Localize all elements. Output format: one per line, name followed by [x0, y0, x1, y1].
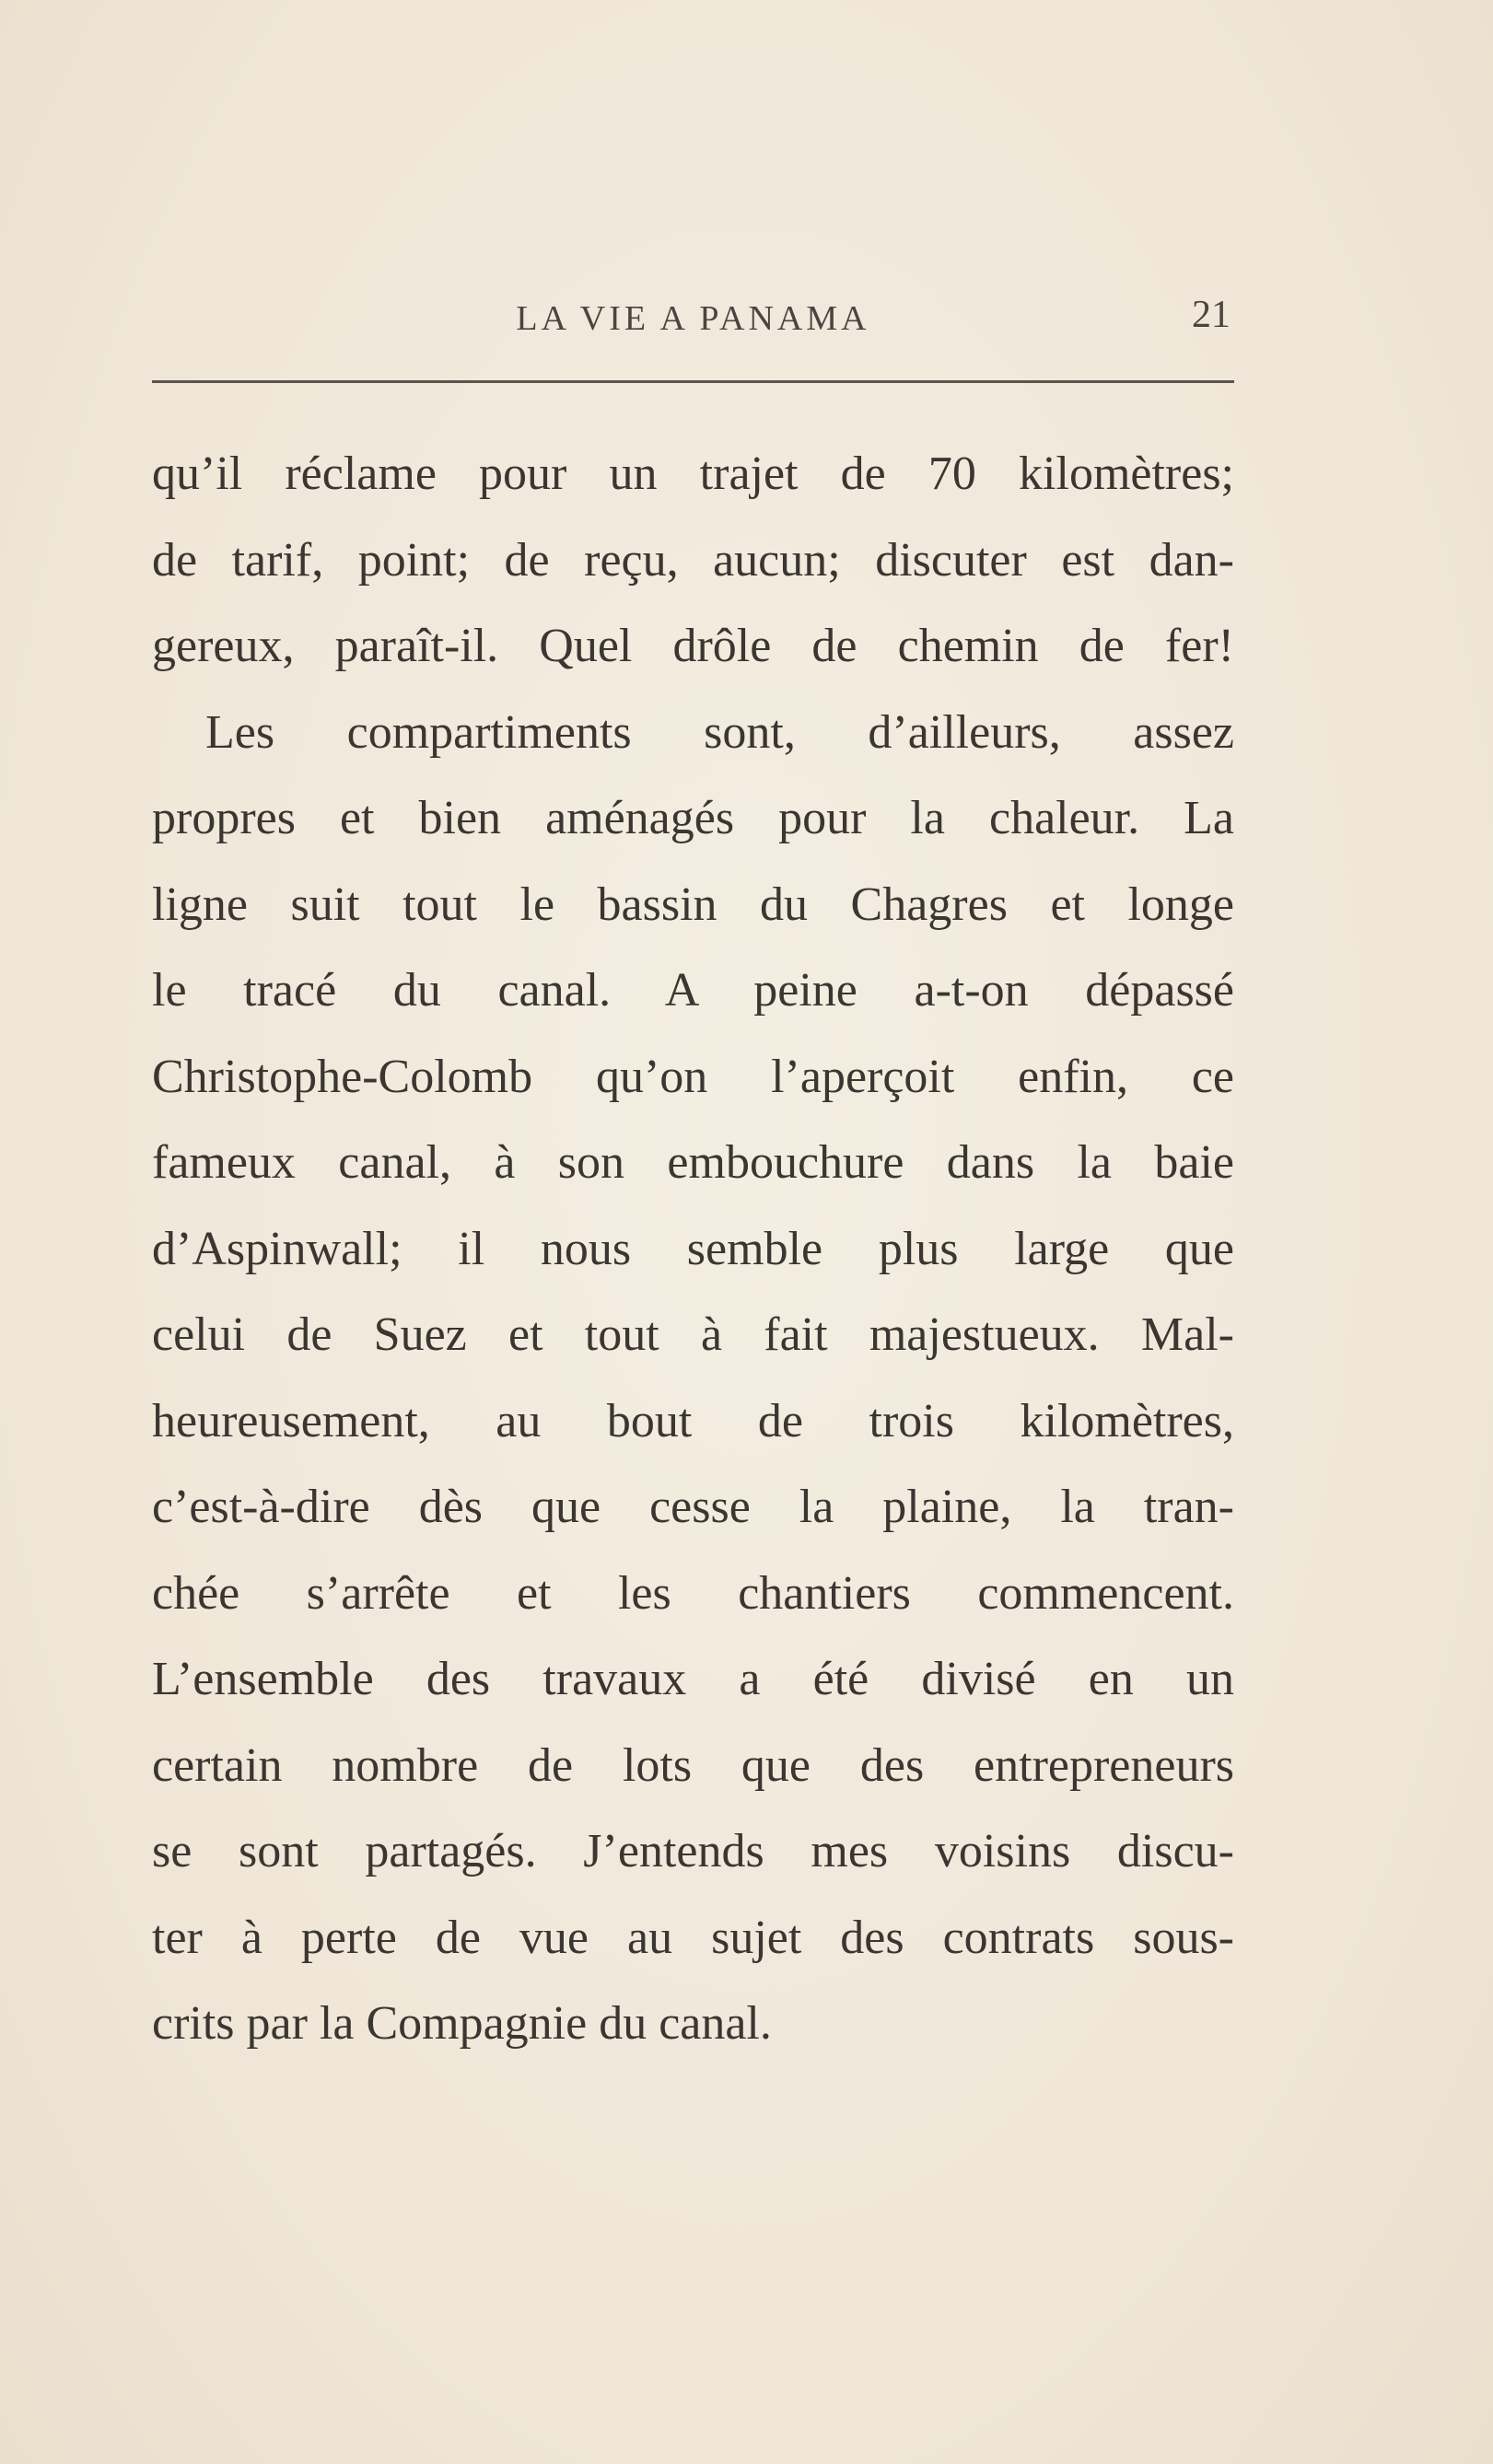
text-line: de tarif, point; de reçu, aucun; discuter est dan-	[152, 533, 1234, 587]
text-line: L’ensemble des travaux a été divisé en un	[152, 1653, 1234, 1705]
text-line: le tracé du canal. A peine a-t-on dépassé	[152, 964, 1234, 1017]
text-line: ter à perte de vue au sujet des contrats sous-	[152, 1911, 1234, 1964]
running-title: LA VIE A PANAMA	[516, 299, 870, 338]
body-text	[152, 431, 1234, 2067]
text-line: chée s’arrête et les chantiers commencent.	[152, 1566, 1234, 1620]
text-line: c’est-à-dire dès que cesse la plaine, la tran-	[152, 1481, 1234, 1533]
text-line: se sont partagés. J’entends mes voisins discu-	[152, 1825, 1234, 1877]
text-line: ligne suit tout le bassin du Chagres et longe	[152, 878, 1234, 931]
text-line: heureusement, au bout de trois kilomètres,	[152, 1394, 1234, 1447]
text-line: celui de Suez et tout à fait majestueux. Mal-	[152, 1308, 1234, 1361]
header-rule	[152, 380, 1234, 383]
text-line: Les compartiments sont, d’ailleurs, assez	[205, 705, 1234, 759]
page-number: 21	[1192, 294, 1231, 336]
text-line: certain nombre de lots que des entrepreneurs	[152, 1738, 1234, 1792]
page-header	[152, 293, 1234, 339]
text-line: fameux canal, à son embouchure dans la baie	[152, 1136, 1234, 1189]
text-line: d’Aspinwall; il nous semble plus large que	[152, 1222, 1234, 1275]
text-line: propres et bien aménagés pour la chaleur. La	[152, 792, 1234, 844]
text-line: Christophe-Colomb qu’on l’aperçoit enfin, ce	[152, 1050, 1234, 1103]
text-line: crits par la Compagnie du canal.	[152, 1997, 772, 2050]
text-line: qu’il réclame pour un trajet de 70 kilomètres;	[152, 447, 1234, 500]
text-line: gereux, paraît-il. Quel drôle de chemin de fer!	[152, 620, 1234, 672]
